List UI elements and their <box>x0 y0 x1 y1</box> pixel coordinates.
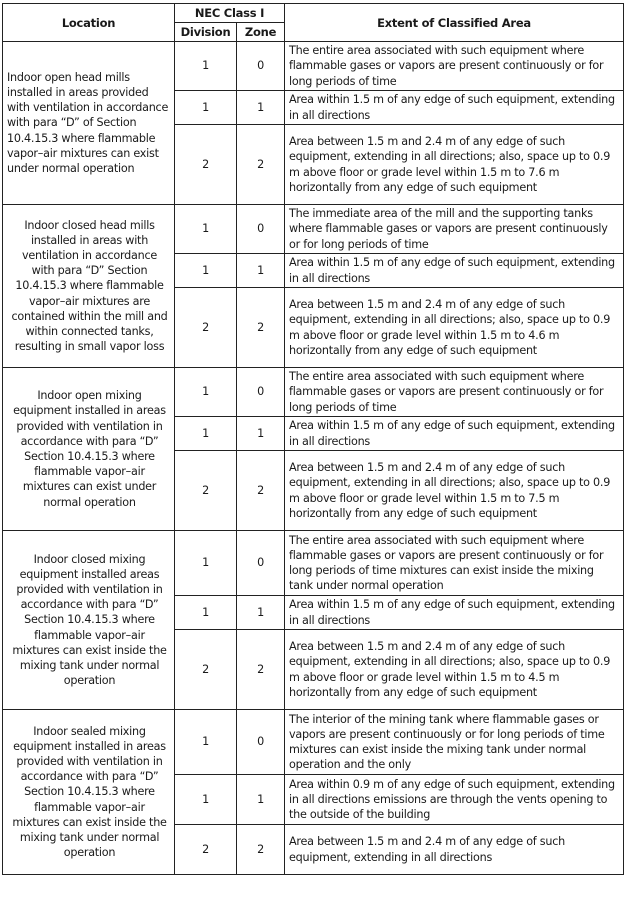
extent-cell: Area within 1.5 m of any edge of such equipment, extending in all directions <box>285 417 624 451</box>
extent-cell: Area within 1.5 m of any edge of such equipment, extending in all directions <box>285 91 624 125</box>
header-zone: Zone <box>237 23 285 42</box>
extent-cell: Area between 1.5 m and 2.4 m of any edge of such equipment, extending in all directions; also, space up to 0.9 m above floor or grade level within 1.5 m to 4.6 m horizontally from any edge of such equipment <box>285 288 624 368</box>
division-cell: 1 <box>175 417 237 451</box>
extent-cell: Area between 1.5 m and 2.4 m of any edge of such equipment, extending in all directions <box>285 825 624 875</box>
division-cell: 1 <box>175 254 237 288</box>
division-cell: 1 <box>175 368 237 417</box>
extent-cell: Area between 1.5 m and 2.4 m of any edge of such equipment, extending in all directions; also, space up to 0.9 m above floor or grade level within 1.5 m to 7.6 m horizontally from any edge of such equipment <box>285 125 624 205</box>
division-cell: 1 <box>175 42 237 91</box>
division-cell: 1 <box>175 596 237 630</box>
location-cell: Indoor closed head mills installed in areas with ventilation in accordance with para “D” Section 10.4.15.3 where flammable vapor–air mixtures are contained within the mill and within connected tanks, resulting in small vapor loss <box>3 205 175 368</box>
zone-cell: 1 <box>237 254 285 288</box>
header-nec-class: NEC Class I <box>175 4 285 23</box>
division-cell: 2 <box>175 451 237 531</box>
zone-cell: 1 <box>237 91 285 125</box>
extent-cell: The immediate area of the mill and the supporting tanks where flammable gases or vapors are present continuously or for long periods of time <box>285 205 624 254</box>
extent-cell: Area within 1.5 m of any edge of such equipment, extending in all directions <box>285 254 624 288</box>
table-row <box>3 368 624 417</box>
classified-area-table <box>2 3 624 875</box>
zone-cell: 1 <box>237 596 285 630</box>
table-row <box>3 42 624 91</box>
header-location: Location <box>3 4 175 42</box>
division-cell: 2 <box>175 288 237 368</box>
extent-cell: Area within 0.9 m of any edge of such equipment, extending in all directions emissions are through the vents opening to the outside of the building <box>285 775 624 825</box>
zone-cell: 0 <box>237 531 285 596</box>
zone-cell: 2 <box>237 125 285 205</box>
zone-cell: 1 <box>237 417 285 451</box>
division-cell: 1 <box>175 710 237 775</box>
table-row <box>3 205 624 254</box>
zone-cell: 2 <box>237 288 285 368</box>
location-cell: Indoor open head mills installed in areas provided with ventilation in accordance with para “D” of Section 10.4.15.3 where flammable vapor–air mixtures can exist under normal operation <box>3 42 175 205</box>
zone-cell: 2 <box>237 451 285 531</box>
location-cell: Indoor open mixing equipment installed in areas provided with ventilation in accordance with para “D” Section 10.4.15.3 where flammable vapor–air mixtures can exist under normal operation <box>3 368 175 531</box>
header-division: Division <box>175 23 237 42</box>
zone-cell: 0 <box>237 710 285 775</box>
table-row <box>3 531 624 596</box>
zone-cell: 0 <box>237 368 285 417</box>
location-cell: Indoor closed mixing equipment installed areas provided with ventilation in accordance with para “D” Section 10.4.15.3 where flammable vapor–air mixtures can exist inside the mixing tank under normal operation <box>3 531 175 710</box>
extent-cell: Area between 1.5 m and 2.4 m of any edge of such equipment, extending in all directions; also, space up to 0.9 m above floor or grade level within 1.5 m to 4.5 m horizontally from any edge of such equipment <box>285 630 624 710</box>
division-cell: 1 <box>175 531 237 596</box>
division-cell: 1 <box>175 775 237 825</box>
zone-cell: 2 <box>237 825 285 875</box>
table-row <box>3 710 624 775</box>
location-cell: Indoor sealed mixing equipment installed in areas provided with ventilation in accordance with para “D” Section 10.4.15.3 where flammable vapor–air mixtures can exist inside the mixing tank under normal operation <box>3 710 175 875</box>
extent-cell: The entire area associated with such equipment where flammable gases or vapors are present continuously or for long periods of time <box>285 42 624 91</box>
extent-cell: The entire area associated with such equipment where flammable gases or vapors are present continuously or for long periods of time mixtures can exist inside the mixing tank under normal operation <box>285 531 624 596</box>
header-extent: Extent of Classified Area <box>285 4 624 42</box>
division-cell: 2 <box>175 825 237 875</box>
division-cell: 1 <box>175 91 237 125</box>
division-cell: 1 <box>175 205 237 254</box>
zone-cell: 1 <box>237 775 285 825</box>
zone-cell: 0 <box>237 205 285 254</box>
zone-cell: 0 <box>237 42 285 91</box>
division-cell: 2 <box>175 630 237 710</box>
extent-cell: Area within 1.5 m of any edge of such equipment, extending in all directions <box>285 596 624 630</box>
division-cell: 2 <box>175 125 237 205</box>
extent-cell: The entire area associated with such equipment where flammable gases or vapors are present continuously or for long periods of time <box>285 368 624 417</box>
zone-cell: 2 <box>237 630 285 710</box>
extent-cell: The interior of the mining tank where flammable gases or vapors are present continuously or for long periods of time mixtures can exist inside the mixing tank under normal operation and the only <box>285 710 624 775</box>
extent-cell: Area between 1.5 m and 2.4 m of any edge of such equipment, extending in all directions; also, space up to 0.9 m above floor or grade level within 1.5 m to 7.5 m horizontally from any edge of such equipment <box>285 451 624 531</box>
